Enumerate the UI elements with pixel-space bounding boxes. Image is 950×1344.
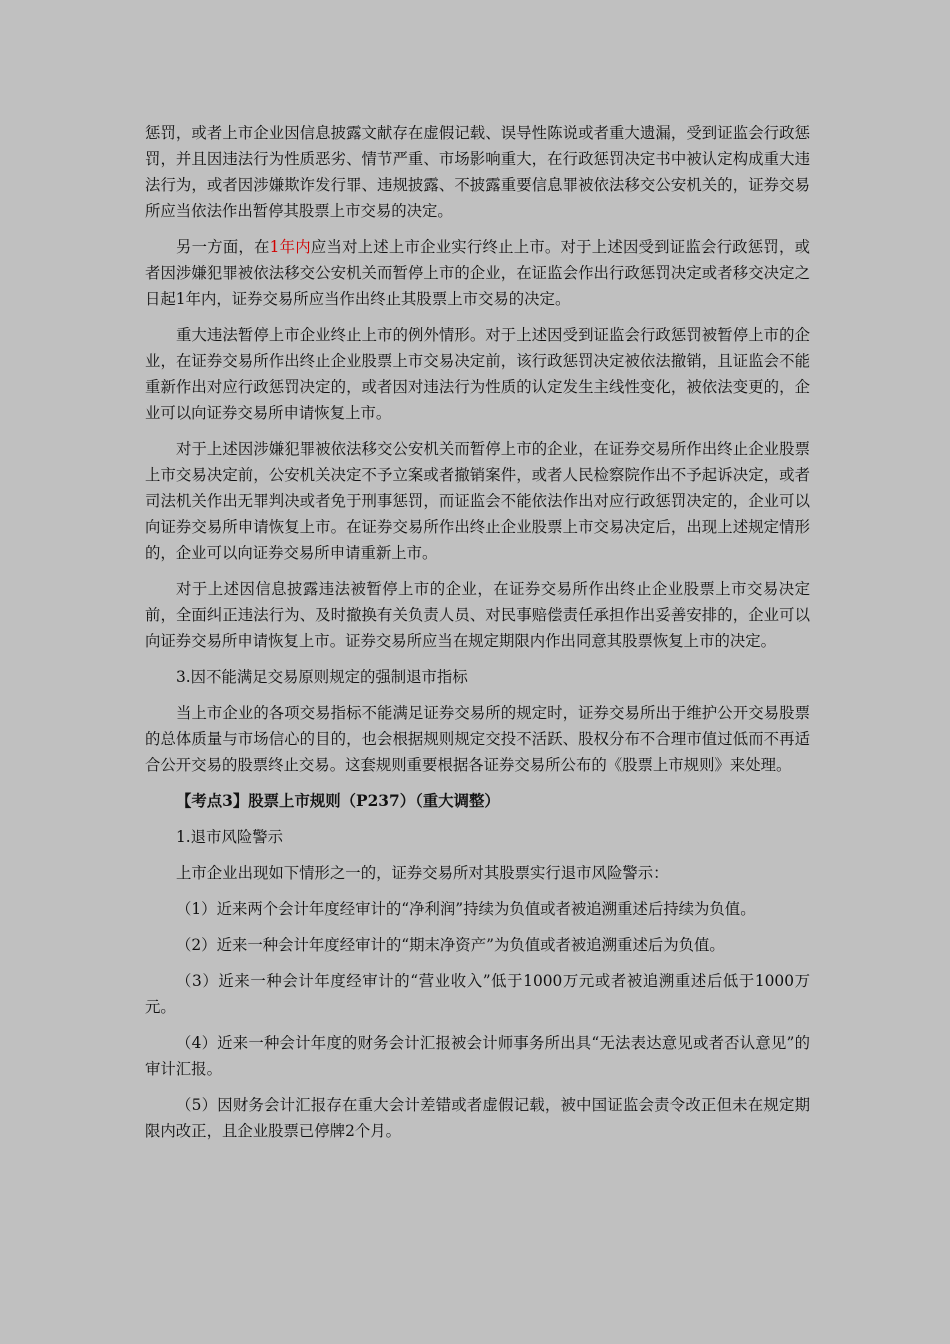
list-item: （4）近来一种会计年度的财务会计汇报被会计师事务所出具“无法表达意见或者否认意见”的审计汇报。 xyxy=(145,1034,810,1078)
list-item: （2）近来一种会计年度经审计的“期末净资产”为负值或者被追溯重述后为负值。 xyxy=(176,936,725,954)
document-body xyxy=(145,120,810,1154)
paragraph-text: 应当对上述上市企业实行终止上市。对于上述因受到证监会行政惩罚，或者因涉嫌犯罪被依法移交公安机关而暂停上市的企业，在证监会作出行政惩罚决定或者移交决定之日起1年内，证券交易所应当作出终止其股票上市交易的决定。 xyxy=(145,238,810,308)
section-heading: 3.因不能满足交易原则规定的强制退市指标 xyxy=(176,668,468,686)
section-heading: 1.退市风险警示 xyxy=(176,828,284,846)
list-item: （3）近来一种会计年度经审计的“营业收入”低于1000万元或者被追溯重述后低于1000万元。 xyxy=(145,972,810,1016)
list-item: （5）因财务会计汇报存在重大会计差错或者虚假记载，被中国证监会责令改正但未在规定期限内改正，且企业股票已停牌2个月。 xyxy=(145,1096,810,1140)
highlighted-term: 1年内 xyxy=(269,238,311,256)
list-item: （1）近来两个会计年度经审计的“净利润”持续为负值或者被追溯重述后持续为负值。 xyxy=(176,900,756,918)
exam-point-heading: 【考点3】股票上市规则（P237）（重大调整） xyxy=(176,792,500,810)
paragraph: 惩罚，或者上市企业因信息披露文献存在虚假记载、误导性陈说或者重大遗漏，受到证监会行政惩罚，并且因违法行为性质恶劣、情节严重、市场影响重大，在行政惩罚决定书中被认定构成重大违法行为，或者因涉嫌欺诈发行罪、违规披露、不披露重要信息罪被依法移交公安机关的，证券交易所应当依法作出暂停其股票上市交易的决定。 xyxy=(145,124,810,220)
paragraph: 对于上述因涉嫌犯罪被依法移交公安机关而暂停上市的企业，在证券交易所作出终止企业股票上市交易决定前，公安机关决定不予立案或者撤销案件，或者人民检察院作出不予起诉决定，或者司法机关作出无罪判决或者免于刑事惩罚，而证监会不能依法作出对应行政惩罚决定的，企业可以向证券交易所申请恢复上市。在证券交易所作出终止企业股票上市交易决定后，出现上述规定情形的，企业可以向证券交易所申请重新上市。 xyxy=(145,440,810,562)
paragraph: 对于上述因信息披露违法被暂停上市的企业，在证券交易所作出终止企业股票上市交易决定前，全面纠正违法行为、及时撤换有关负责人员、对民事赔偿责任承担作出妥善安排的，企业可以向证券交易所申请恢复上市。证券交易所应当在规定期限内作出同意其股票恢复上市的决定。 xyxy=(145,580,810,650)
paragraph-text: 另一方面，在 xyxy=(176,238,270,256)
paragraph: 上市企业出现如下情形之一的，证券交易所对其股票实行退市风险警示： xyxy=(176,864,669,882)
paragraph-with-highlight xyxy=(145,234,810,312)
paragraph: 重大违法暂停上市企业终止上市的例外情形。对于上述因受到证监会行政惩罚被暂停上市的企业，在证券交易所作出终止企业股票上市交易决定前，该行政惩罚决定被依法撤销，且证监会不能重新作出对应行政惩罚决定的，或者因对违法行为性质的认定发生主线性变化，被依法变更的，企业可以向证券交易所申请恢复上市。 xyxy=(145,326,810,422)
paragraph: 当上市企业的各项交易指标不能满足证券交易所的规定时，证券交易所出于维护公开交易股票的总体质量与市场信心的目的，也会根据规则规定交投不活跃、股权分布不合理市值过低而不再适合公开交易的股票终止交易。这套规则重要根据各证券交易所公布的《股票上市规则》来处理。 xyxy=(145,704,810,774)
